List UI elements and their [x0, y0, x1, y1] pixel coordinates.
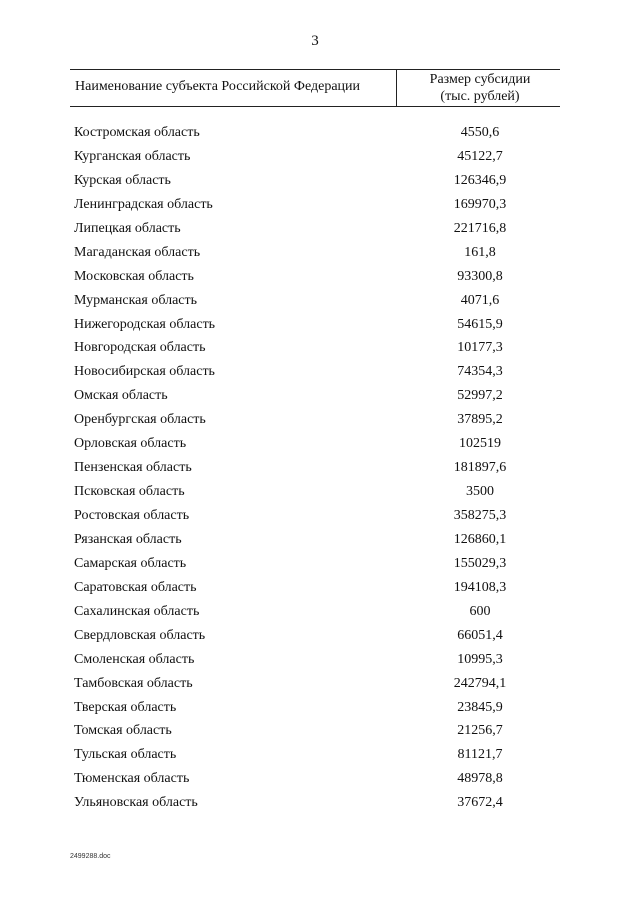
- table-row: [70, 743, 560, 767]
- subsidy-amount: 169970,3: [453, 196, 507, 212]
- subject-name: Костромская область: [74, 125, 200, 140]
- subsidy-amount: 4071,6: [460, 292, 500, 308]
- table-row: [70, 289, 560, 313]
- table-row: [70, 360, 560, 384]
- table-row: [70, 145, 560, 169]
- table-row: [70, 576, 560, 600]
- table-row: [70, 217, 560, 241]
- subject-name: Курская область: [74, 172, 171, 188]
- subject-name: Липецкая область: [74, 220, 181, 236]
- column-header-subsidy-line1: Размер субсидии: [429, 72, 531, 87]
- subsidy-amount: 45122,7: [457, 148, 503, 164]
- table-row: [70, 456, 560, 480]
- subject-name: Омская область: [74, 388, 168, 404]
- column-header-subject: Наименование субъекта Российской Федерации: [75, 79, 361, 94]
- table-row: [70, 408, 560, 432]
- subsidy-amount: 242794,1: [453, 675, 507, 691]
- subject-name: Пензенская область: [74, 460, 192, 476]
- subsidy-amount: 21256,7: [457, 723, 503, 739]
- subject-name: Свердловская область: [74, 627, 206, 643]
- subsidy-table: [70, 69, 560, 811]
- subsidy-amount: 37672,4: [457, 795, 503, 811]
- subject-name: Новгородская область: [74, 340, 206, 356]
- subsidy-amount: 221716,8: [453, 220, 507, 236]
- subsidy-amount: 93300,8: [457, 268, 503, 284]
- subsidy-amount: 37895,2: [457, 412, 503, 428]
- subsidy-amount: 161,8: [464, 244, 496, 260]
- table-body: [70, 121, 560, 815]
- subject-name: Тюменская область: [74, 771, 190, 787]
- subsidy-amount: 126860,1: [453, 531, 507, 547]
- table-row: [70, 624, 560, 648]
- table-row: [70, 384, 560, 408]
- subsidy-amount: 23845,9: [457, 699, 503, 715]
- subsidy-amount: 81121,7: [457, 747, 503, 763]
- table-row: [70, 648, 560, 672]
- table-row: [70, 600, 560, 624]
- subsidy-amount: 194108,3: [453, 579, 507, 595]
- table-row: [70, 791, 560, 815]
- subject-name: Московская область: [74, 268, 194, 284]
- subsidy-amount: 358275,3: [453, 508, 507, 523]
- subject-name: Тамбовская область: [74, 675, 193, 691]
- subject-name: Оренбургская область: [74, 412, 206, 428]
- subsidy-amount: 102519: [459, 436, 501, 452]
- table-row: [70, 696, 560, 720]
- subject-name: Ленинградская область: [74, 196, 213, 212]
- subject-name: Ульяновская область: [74, 795, 198, 811]
- subject-name: Ростовская область: [74, 508, 190, 523]
- table-row: [70, 552, 560, 576]
- subsidy-amount: 600: [469, 603, 491, 619]
- table-row: [70, 121, 560, 145]
- table-row: [70, 767, 560, 791]
- subsidy-amount: 4550,6: [460, 125, 500, 140]
- subsidy-amount: 126346,9: [453, 172, 507, 188]
- table-row: [70, 336, 560, 360]
- table-row: [70, 313, 560, 337]
- subject-name: Самарская область: [74, 555, 187, 571]
- table-row: [70, 504, 560, 528]
- subsidy-amount: 48978,8: [457, 771, 503, 787]
- subsidy-amount: 52997,2: [457, 388, 503, 404]
- table-row: [70, 719, 560, 743]
- table-row: [70, 672, 560, 696]
- subsidy-amount: 155029,3: [453, 555, 507, 571]
- subject-name: Сахалинская область: [74, 603, 200, 619]
- subsidy-amount: 181897,6: [453, 460, 507, 476]
- subsidy-amount: 10995,3: [457, 651, 503, 667]
- subject-name: Нижегородская область: [74, 316, 216, 332]
- table-row: [70, 480, 560, 504]
- subsidy-amount: 74354,3: [457, 364, 503, 380]
- table-header: [70, 69, 560, 107]
- page-number: 3: [311, 33, 319, 49]
- subject-name: Орловская область: [74, 436, 187, 452]
- subsidy-amount: 66051,4: [457, 627, 503, 643]
- table-row: [70, 528, 560, 552]
- subject-name: Рязанская область: [74, 531, 182, 547]
- subsidy-amount: 3500: [466, 484, 494, 500]
- document-code: 2499288.doc: [70, 853, 111, 860]
- subject-name: Тульская область: [74, 747, 177, 763]
- subject-name: Томская область: [74, 723, 172, 739]
- table-row: [70, 241, 560, 265]
- table-row: [70, 169, 560, 193]
- subsidy-amount: 10177,3: [457, 340, 503, 356]
- column-header-subsidy-line2: (тыс. рублей): [440, 89, 520, 104]
- subsidy-amount: 54615,9: [457, 316, 503, 332]
- table-row: [70, 193, 560, 217]
- table-row: [70, 432, 560, 456]
- subject-name: Саратовская область: [74, 579, 197, 595]
- table-row: [70, 265, 560, 289]
- subject-name: Новосибирская область: [74, 364, 215, 380]
- subject-name: Курганская область: [74, 148, 191, 164]
- subject-name: Магаданская область: [74, 244, 201, 260]
- subject-name: Тверская область: [74, 699, 177, 715]
- subject-name: Смоленская область: [74, 651, 195, 667]
- subject-name: Псковская область: [74, 484, 185, 500]
- header-divider: [396, 70, 397, 106]
- subject-name: Мурманская область: [74, 292, 198, 308]
- column-header-subsidy: [400, 71, 560, 105]
